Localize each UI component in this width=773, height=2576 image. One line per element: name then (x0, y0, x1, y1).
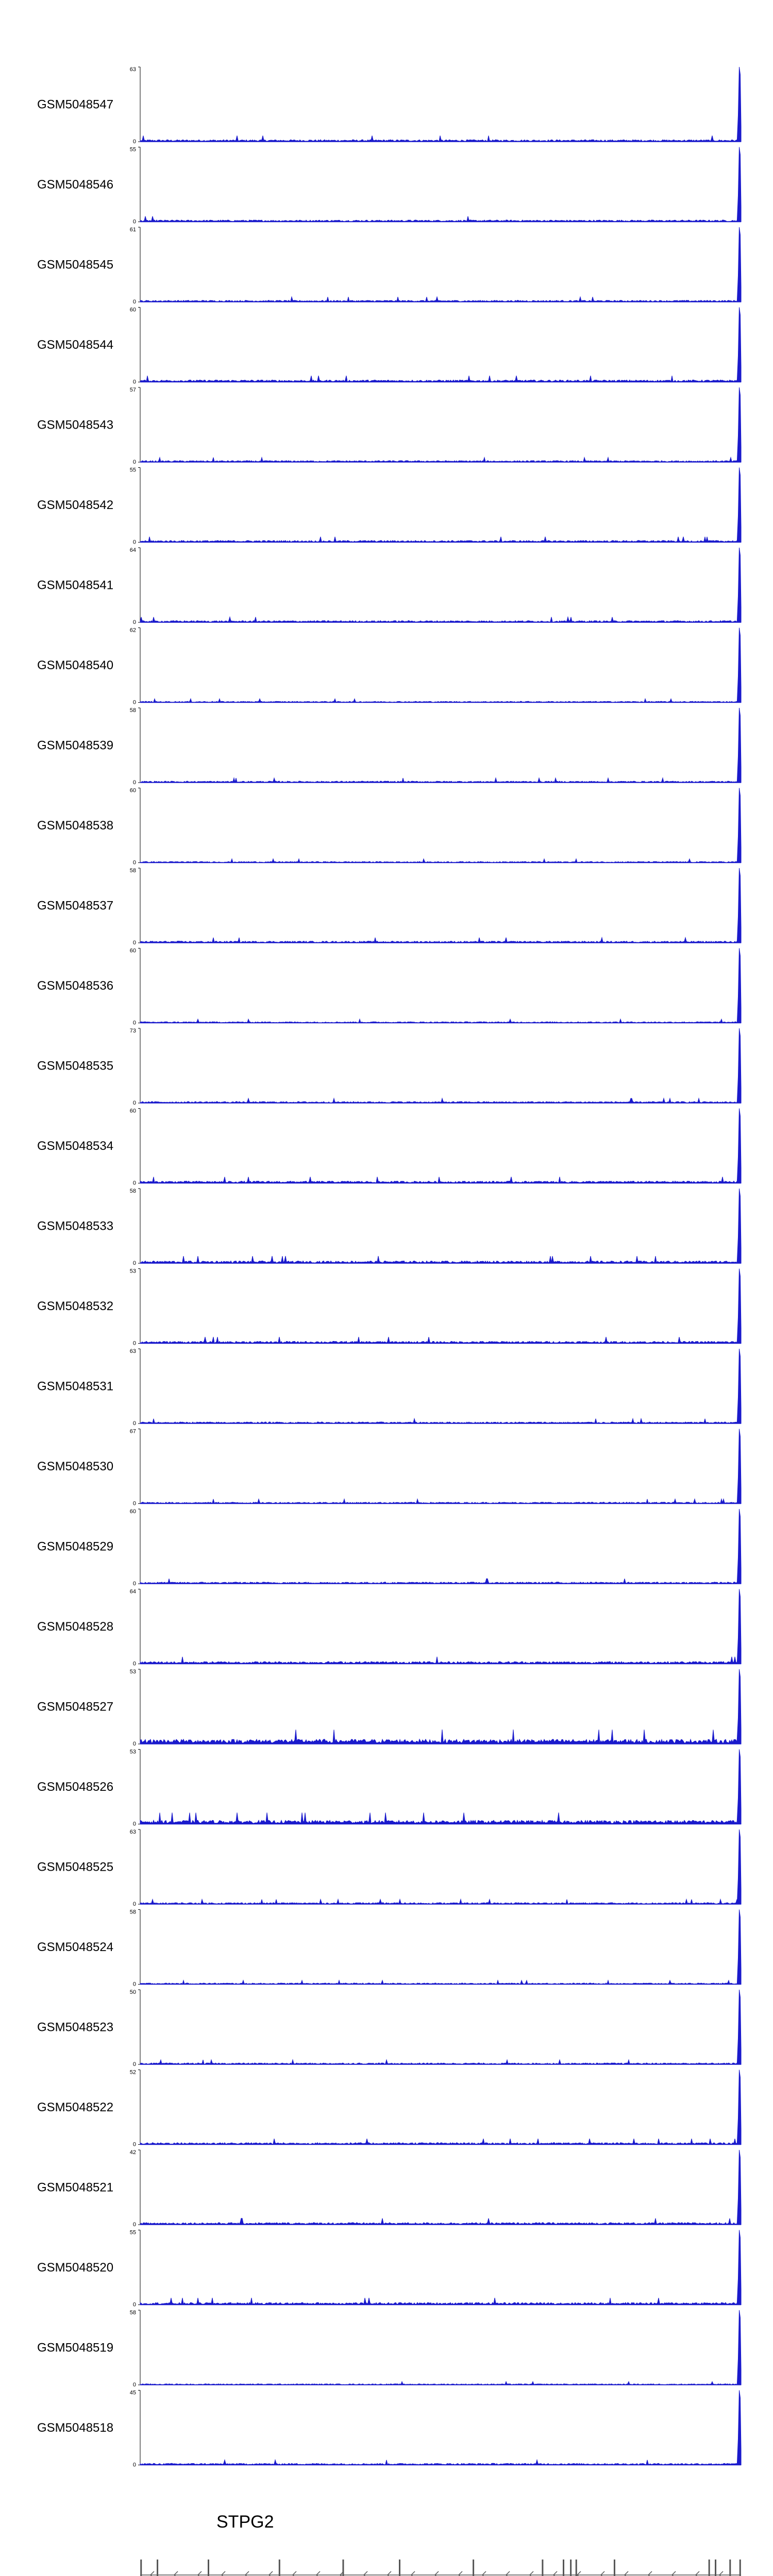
signal-track (37, 227, 741, 305)
y-max-label: 58 (129, 2310, 136, 2316)
signal-area (140, 548, 741, 622)
signal-track (37, 1028, 741, 1106)
y-min-label: 0 (132, 1981, 136, 1988)
y-max-label: 67 (129, 1428, 136, 1435)
signal-track (37, 1669, 741, 1747)
y-max-label: 60 (129, 307, 136, 313)
track-label: GSM5048530 (37, 1460, 114, 1473)
gene-annotation-track (140, 2512, 741, 2576)
signal-area (140, 1669, 741, 1744)
track-label: GSM5048541 (37, 578, 114, 592)
y-max-label: 60 (129, 1108, 136, 1114)
y-min-label: 0 (132, 139, 136, 145)
signal-track (37, 66, 741, 145)
y-min-label: 0 (132, 1821, 136, 1827)
y-min-label: 0 (132, 1020, 136, 1026)
signal-track (37, 1429, 741, 1507)
y-min-label: 0 (132, 2301, 136, 2308)
signal-area (140, 468, 741, 543)
signal-track (37, 1589, 741, 1667)
signal-area (140, 67, 741, 142)
y-max-label: 61 (129, 227, 136, 233)
y-max-label: 57 (129, 387, 136, 393)
y-max-label: 50 (129, 1989, 136, 1995)
y-max-label: 64 (129, 1588, 136, 1595)
track-label: GSM5048518 (37, 2421, 114, 2435)
signal-area (140, 1589, 741, 1664)
signal-area (140, 708, 741, 783)
y-min-label: 0 (132, 1420, 136, 1427)
signal-area (140, 788, 741, 863)
signal-area (140, 147, 741, 222)
gene-name-label: STPG2 (216, 2512, 274, 2532)
signal-track (37, 788, 741, 866)
track-label: GSM5048525 (37, 1860, 114, 1874)
signal-area (140, 2150, 741, 2225)
y-max-label: 63 (129, 66, 136, 73)
signal-area (140, 2230, 741, 2305)
track-label: GSM5048526 (37, 1780, 114, 1794)
signal-area (140, 868, 741, 943)
track-label: GSM5048542 (37, 498, 114, 512)
signal-area (140, 227, 741, 302)
y-max-label: 58 (129, 868, 136, 874)
y-min-label: 0 (132, 2222, 136, 2228)
signal-track (37, 1268, 741, 1347)
y-max-label: 58 (129, 1909, 136, 1916)
signal-track (37, 1909, 741, 1988)
signal-area (140, 1189, 741, 1263)
track-label: GSM5048543 (37, 418, 114, 432)
y-max-label: 42 (129, 2149, 136, 2156)
signal-track (37, 1749, 741, 1827)
y-min-label: 0 (132, 1100, 136, 1106)
track-label: GSM5048536 (37, 979, 114, 993)
track-label: GSM5048524 (37, 1940, 114, 1954)
track-label: GSM5048519 (37, 2341, 114, 2355)
signal-area (140, 1429, 741, 1504)
y-max-label: 63 (129, 1829, 136, 1835)
signal-track (37, 948, 741, 1026)
y-max-label: 55 (129, 146, 136, 153)
track-label: GSM5048539 (37, 738, 114, 753)
y-min-label: 0 (132, 1340, 136, 1347)
y-max-label: 53 (129, 1268, 136, 1275)
signal-area (140, 1750, 741, 1824)
y-min-label: 0 (132, 2462, 136, 2468)
y-min-label: 0 (132, 1260, 136, 1266)
signal-track (37, 1348, 741, 1427)
y-min-label: 0 (132, 1660, 136, 1667)
y-max-label: 60 (129, 787, 136, 794)
signal-track (37, 547, 741, 625)
signal-area (140, 2070, 741, 2145)
track-label: GSM5048533 (37, 1219, 114, 1233)
y-min-label: 0 (132, 2061, 136, 2067)
signal-tracks (37, 66, 741, 2468)
signal-track (37, 1188, 741, 1266)
track-label: GSM5048532 (37, 1299, 114, 1313)
signal-track (37, 147, 741, 225)
signal-area (140, 2310, 741, 2385)
signal-area (140, 2391, 741, 2465)
signal-area (140, 1028, 741, 1103)
y-min-label: 0 (132, 619, 136, 625)
signal-area (140, 1829, 741, 1904)
track-label: GSM5048523 (37, 2020, 114, 2035)
y-min-label: 0 (132, 1180, 136, 1187)
track-label: GSM5048535 (37, 1059, 114, 1073)
y-min-label: 0 (132, 459, 136, 465)
y-max-label: 58 (129, 707, 136, 714)
signal-area (140, 1509, 741, 1584)
track-label: GSM5048547 (37, 97, 114, 112)
y-min-label: 0 (132, 1901, 136, 1907)
y-min-label: 0 (132, 1500, 136, 1507)
y-min-label: 0 (132, 2382, 136, 2388)
y-min-label: 0 (132, 1581, 136, 1587)
y-min-label: 0 (132, 539, 136, 546)
track-label: GSM5048537 (37, 899, 114, 913)
track-label: GSM5048531 (37, 1379, 114, 1394)
signal-area (140, 1109, 741, 1183)
signal-track (37, 1829, 741, 1907)
y-max-label: 73 (129, 1028, 136, 1034)
signal-track (37, 387, 741, 465)
y-min-label: 0 (132, 299, 136, 305)
track-label: GSM5048528 (37, 1620, 114, 1634)
track-label: GSM5048527 (37, 1700, 114, 1714)
y-min-label: 0 (132, 699, 136, 706)
track-label: GSM5048520 (37, 2261, 114, 2275)
track-label: GSM5048538 (37, 819, 114, 833)
y-max-label: 55 (129, 467, 136, 473)
track-label: GSM5048529 (37, 1539, 114, 1554)
y-max-label: 63 (129, 1348, 136, 1354)
signal-area (140, 1349, 741, 1423)
signal-track (37, 1509, 741, 1587)
track-label: GSM5048522 (37, 2100, 114, 2114)
signal-track (37, 467, 741, 546)
track-label: GSM5048540 (37, 658, 114, 672)
signal-track (37, 2149, 741, 2228)
y-min-label: 0 (132, 940, 136, 946)
track-label: GSM5048546 (37, 178, 114, 192)
signal-track (37, 2310, 741, 2388)
signal-area (140, 1910, 741, 1985)
y-max-label: 58 (129, 1188, 136, 1194)
signal-track (37, 2070, 741, 2148)
y-min-label: 0 (132, 218, 136, 225)
track-label: GSM5048534 (37, 1139, 114, 1153)
y-max-label: 53 (129, 1749, 136, 1755)
y-max-label: 60 (129, 1509, 136, 1515)
y-max-label: 52 (129, 2069, 136, 2076)
signal-track (37, 307, 741, 385)
y-min-label: 0 (132, 859, 136, 866)
y-min-label: 0 (132, 1741, 136, 1747)
signal-track (37, 628, 741, 706)
y-max-label: 64 (129, 547, 136, 553)
signal-area (140, 628, 741, 703)
signal-track (37, 2390, 741, 2468)
y-min-label: 0 (132, 779, 136, 786)
track-label: GSM5048544 (37, 338, 114, 352)
signal-area (140, 387, 741, 462)
signal-track (37, 868, 741, 946)
y-max-label: 62 (129, 627, 136, 634)
signal-track (37, 1989, 741, 2067)
y-min-label: 0 (132, 2141, 136, 2148)
y-max-label: 60 (129, 947, 136, 954)
signal-track (37, 707, 741, 786)
track-label: GSM5048521 (37, 2180, 114, 2195)
signal-area (140, 948, 741, 1023)
y-max-label: 53 (129, 1669, 136, 1675)
y-min-label: 0 (132, 379, 136, 385)
signal-track (37, 2230, 741, 2308)
track-label: GSM5048545 (37, 258, 114, 272)
y-max-label: 55 (129, 2229, 136, 2236)
y-max-label: 45 (129, 2389, 136, 2396)
signal-area (140, 1269, 741, 1344)
signal-area (140, 308, 741, 382)
signal-area (140, 1990, 741, 2064)
signal-track (37, 1108, 741, 1187)
